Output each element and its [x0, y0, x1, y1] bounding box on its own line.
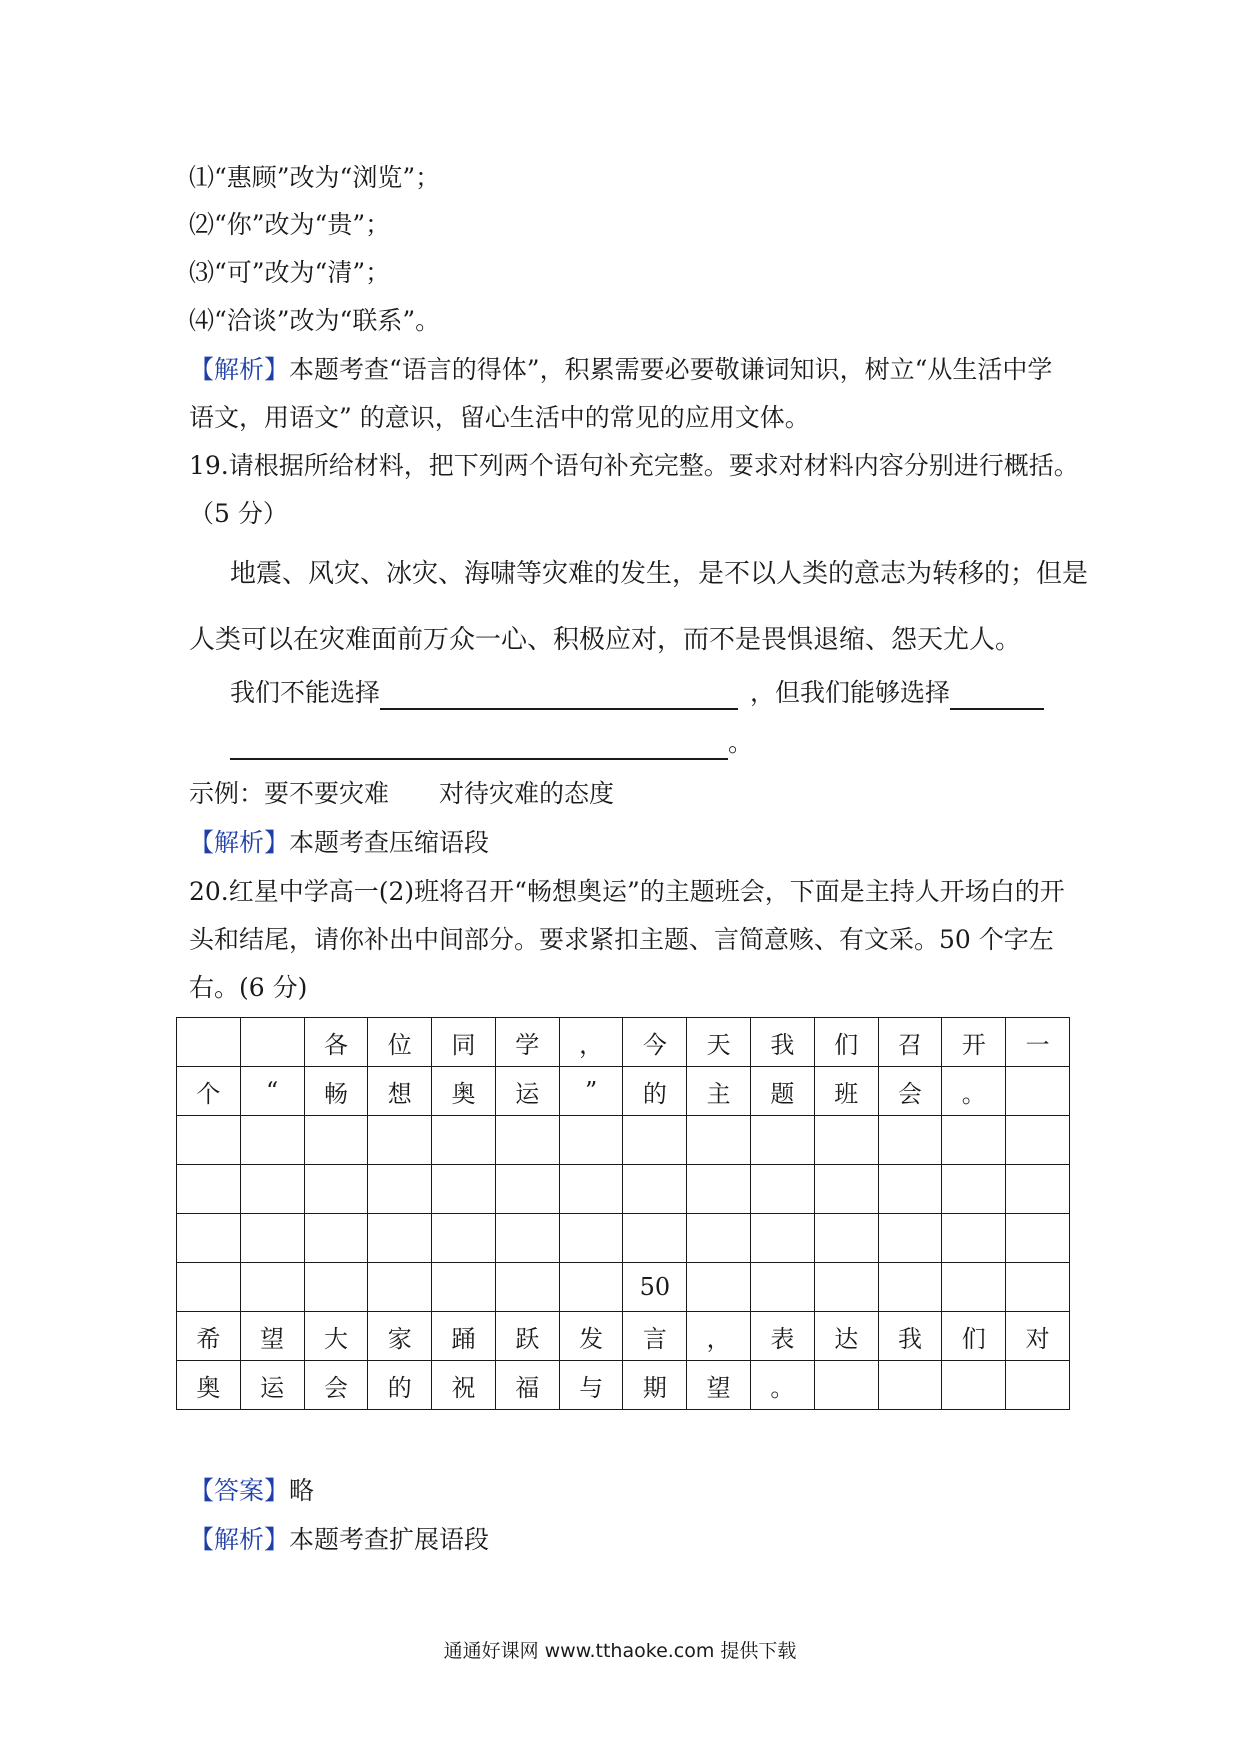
- grid-cell[interactable]: [304, 1263, 368, 1312]
- grid-cell: 对: [1006, 1312, 1070, 1361]
- grid-cell[interactable]: [432, 1214, 496, 1263]
- grid-cell: ”: [559, 1067, 623, 1116]
- grid-cell[interactable]: [687, 1263, 751, 1312]
- question-20-line-1: 20.红星中学高一(2)班将召开“畅想奥运”的主题班会，下面是主持人开场白的开: [189, 877, 1065, 906]
- grid-cell[interactable]: [368, 1263, 432, 1312]
- grid-cell: 各: [304, 1018, 368, 1067]
- analysis-1-line-2: 语文，用语文” 的意识，留心生活中的常见的应用文体。: [189, 403, 810, 432]
- grid-cell[interactable]: [495, 1263, 559, 1312]
- grid-cell[interactable]: [1006, 1116, 1070, 1165]
- grid-cell: 畅: [304, 1067, 368, 1116]
- fill-middle: ，但我们能够选择: [750, 678, 951, 707]
- grid-cell[interactable]: [878, 1361, 942, 1410]
- page-footer: 通通好课网 www.tthaoke.com 提供下载: [443, 1640, 797, 1662]
- grid-cell[interactable]: [240, 1165, 304, 1214]
- grid-row: [177, 1116, 1070, 1165]
- grid-cell[interactable]: [304, 1214, 368, 1263]
- grid-cell[interactable]: [1006, 1067, 1070, 1116]
- grid-cell[interactable]: [878, 1165, 942, 1214]
- answer-tag: 【答案】: [189, 1476, 290, 1505]
- grid-cell[interactable]: [942, 1263, 1006, 1312]
- grid-cell: 与: [559, 1361, 623, 1410]
- grid-cell[interactable]: [687, 1116, 751, 1165]
- grid-cell: 家: [368, 1312, 432, 1361]
- grid-cell[interactable]: [814, 1165, 878, 1214]
- grid-cell[interactable]: [623, 1214, 687, 1263]
- grid-cell: 望: [240, 1312, 304, 1361]
- grid-cell[interactable]: [814, 1214, 878, 1263]
- grid-cell[interactable]: [368, 1116, 432, 1165]
- grid-cell[interactable]: [304, 1165, 368, 1214]
- grid-cell[interactable]: [1006, 1263, 1070, 1312]
- grid-cell[interactable]: [177, 1214, 241, 1263]
- grid-cell[interactable]: [495, 1165, 559, 1214]
- grid-cell[interactable]: [751, 1214, 815, 1263]
- grid-cell: 会: [304, 1361, 368, 1410]
- grid-cell[interactable]: [368, 1214, 432, 1263]
- grid-cell: 。: [751, 1361, 815, 1410]
- grid-cell: 奥: [177, 1361, 241, 1410]
- grid-cell: 运: [240, 1361, 304, 1410]
- grid-cell: 言: [623, 1312, 687, 1361]
- grid-cell[interactable]: [432, 1263, 496, 1312]
- grid-cell: 今: [623, 1018, 687, 1067]
- question-20-line-2: 头和结尾，请你补出中间部分。要求紧扣主题、言简意赅、有文采。50 个字左: [189, 925, 1054, 954]
- fill-prefix: 我们不能选择: [230, 678, 381, 707]
- grid-cell[interactable]: [814, 1116, 878, 1165]
- analysis-text: 本题考查“语言的得体”，积累需要必要敬谦词知识，树立“从生活中学: [289, 355, 1053, 384]
- grid-cell: 学: [495, 1018, 559, 1067]
- grid-cell: 的: [368, 1361, 432, 1410]
- grid-cell: 会: [878, 1067, 942, 1116]
- analysis-1-line-1: [189, 353, 1052, 387]
- grid-row: [177, 1312, 1070, 1361]
- grid-cell: 一: [1006, 1018, 1070, 1067]
- grid-cell[interactable]: [942, 1116, 1006, 1165]
- grid-cell: 表: [751, 1312, 815, 1361]
- grid-cell: 主: [687, 1067, 751, 1116]
- item-1: ⑴“惠顾”改为“浏览”；: [189, 163, 441, 192]
- analysis-3: [189, 1523, 489, 1557]
- example-answer: 示例：要不要灾难 对待灾难的态度: [189, 779, 615, 808]
- question-19-line-1: 19.请根据所给材料，把下列两个语句补充完整。要求对材料内容分别进行概括。: [189, 451, 1079, 480]
- grid-cell[interactable]: [687, 1165, 751, 1214]
- fill-end: 。: [728, 728, 754, 757]
- grid-cell[interactable]: [878, 1116, 942, 1165]
- grid-cell[interactable]: [623, 1116, 687, 1165]
- question-19-line-2: （5 分）: [189, 499, 288, 528]
- grid-row: [177, 1361, 1070, 1410]
- grid-cell[interactable]: [495, 1116, 559, 1165]
- grid-cell[interactable]: [495, 1214, 559, 1263]
- grid-cell[interactable]: [687, 1214, 751, 1263]
- answer-blank-2[interactable]: [950, 682, 1044, 710]
- grid-cell[interactable]: [1006, 1165, 1070, 1214]
- grid-row: [177, 1263, 1070, 1312]
- grid-cell: 运: [495, 1067, 559, 1116]
- grid-cell[interactable]: [559, 1263, 623, 1312]
- analysis-tag: 【解析】: [189, 1525, 290, 1554]
- answer-line: [189, 1474, 314, 1508]
- grid-cell: 希: [177, 1312, 241, 1361]
- grid-cell: 开: [942, 1018, 1006, 1067]
- fill-line-2: [230, 726, 753, 760]
- grid-cell[interactable]: [559, 1214, 623, 1263]
- grid-cell[interactable]: [878, 1214, 942, 1263]
- grid-cell[interactable]: [240, 1263, 304, 1312]
- grid-cell: 个: [177, 1067, 241, 1116]
- grid-cell[interactable]: [942, 1214, 1006, 1263]
- grid-cell[interactable]: [814, 1263, 878, 1312]
- grid-cell: 踊: [432, 1312, 496, 1361]
- grid-cell[interactable]: [177, 1018, 241, 1067]
- grid-cell[interactable]: [814, 1361, 878, 1410]
- grid-row: [177, 1165, 1070, 1214]
- grid-row: [177, 1018, 1070, 1067]
- grid-cell: 达: [814, 1312, 878, 1361]
- grid-cell: 位: [368, 1018, 432, 1067]
- grid-cell[interactable]: [177, 1165, 241, 1214]
- grid-cell: 我: [751, 1018, 815, 1067]
- grid-cell: 们: [814, 1018, 878, 1067]
- fill-line-1: [230, 676, 1044, 710]
- grid-cell[interactable]: [177, 1116, 241, 1165]
- analysis-text: 本题考查扩展语段: [289, 1525, 490, 1554]
- grid-cell: 大: [304, 1312, 368, 1361]
- item-4: ⑷“洽谈”改为“联系”。: [189, 306, 441, 335]
- grid-row: [177, 1067, 1070, 1116]
- grid-cell[interactable]: [942, 1165, 1006, 1214]
- grid-cell[interactable]: [304, 1116, 368, 1165]
- grid-cell[interactable]: [559, 1116, 623, 1165]
- grid-cell: “: [240, 1067, 304, 1116]
- material-line-2: 人类可以在灾难面前万众一心、积极应对，而不是畏惧退缩、怨天尤人。: [189, 625, 1022, 655]
- grid-cell: 我: [878, 1312, 942, 1361]
- grid-row: [177, 1214, 1070, 1263]
- grid-cell[interactable]: [751, 1116, 815, 1165]
- grid-cell[interactable]: [240, 1018, 304, 1067]
- grid-cell[interactable]: [432, 1116, 496, 1165]
- grid-cell: 的: [623, 1067, 687, 1116]
- grid-cell: 发: [559, 1312, 623, 1361]
- answer-blank-3[interactable]: [230, 732, 728, 760]
- item-3: ⑶“可”改为“清”；: [189, 258, 391, 287]
- analysis-tag: 【解析】: [189, 355, 290, 384]
- grid-cell: 召: [878, 1018, 942, 1067]
- analysis-2: [189, 826, 489, 860]
- grid-cell: 祝: [432, 1361, 496, 1410]
- question-20-line-3: 右。(6 分): [189, 973, 308, 1002]
- grid-cell[interactable]: [368, 1165, 432, 1214]
- answer-blank-1[interactable]: [380, 682, 738, 710]
- grid-cell[interactable]: [751, 1165, 815, 1214]
- grid-cell: 福: [495, 1361, 559, 1410]
- material-line-1: 地震、风灾、冰灾、海啸等灾难的发生，是不以人类的意志为转移的；但是: [230, 559, 1089, 589]
- grid-cell[interactable]: [1006, 1361, 1070, 1410]
- grid-cell[interactable]: [623, 1165, 687, 1214]
- grid-cell[interactable]: [942, 1361, 1006, 1410]
- grid-cell: 跃: [495, 1312, 559, 1361]
- grid-cell[interactable]: [177, 1263, 241, 1312]
- grid-cell[interactable]: [240, 1214, 304, 1263]
- grid-cell: 期: [623, 1361, 687, 1410]
- analysis-text: 本题考查压缩语段: [289, 828, 490, 857]
- grid-cell[interactable]: [1006, 1214, 1070, 1263]
- grid-cell[interactable]: [559, 1165, 623, 1214]
- grid-cell: 题: [751, 1067, 815, 1116]
- analysis-tag: 【解析】: [189, 828, 290, 857]
- writing-grid: [176, 1017, 1070, 1410]
- grid-cell[interactable]: [751, 1263, 815, 1312]
- answer-text: 略: [289, 1476, 315, 1505]
- grid-cell: ，: [687, 1312, 751, 1361]
- grid-cell: 班: [814, 1067, 878, 1116]
- grid-cell[interactable]: [878, 1263, 942, 1312]
- grid-cell: 们: [942, 1312, 1006, 1361]
- grid-cell[interactable]: [432, 1165, 496, 1214]
- grid-cell: ，: [559, 1018, 623, 1067]
- grid-cell: 。: [942, 1067, 1006, 1116]
- grid-cell[interactable]: [240, 1116, 304, 1165]
- grid-cell: 想: [368, 1067, 432, 1116]
- item-2: ⑵“你”改为“贵”；: [189, 210, 391, 239]
- grid-cell: 同: [432, 1018, 496, 1067]
- grid-cell: 50: [623, 1263, 687, 1312]
- grid-cell: 天: [687, 1018, 751, 1067]
- grid-cell: 望: [687, 1361, 751, 1410]
- grid-cell: 奥: [432, 1067, 496, 1116]
